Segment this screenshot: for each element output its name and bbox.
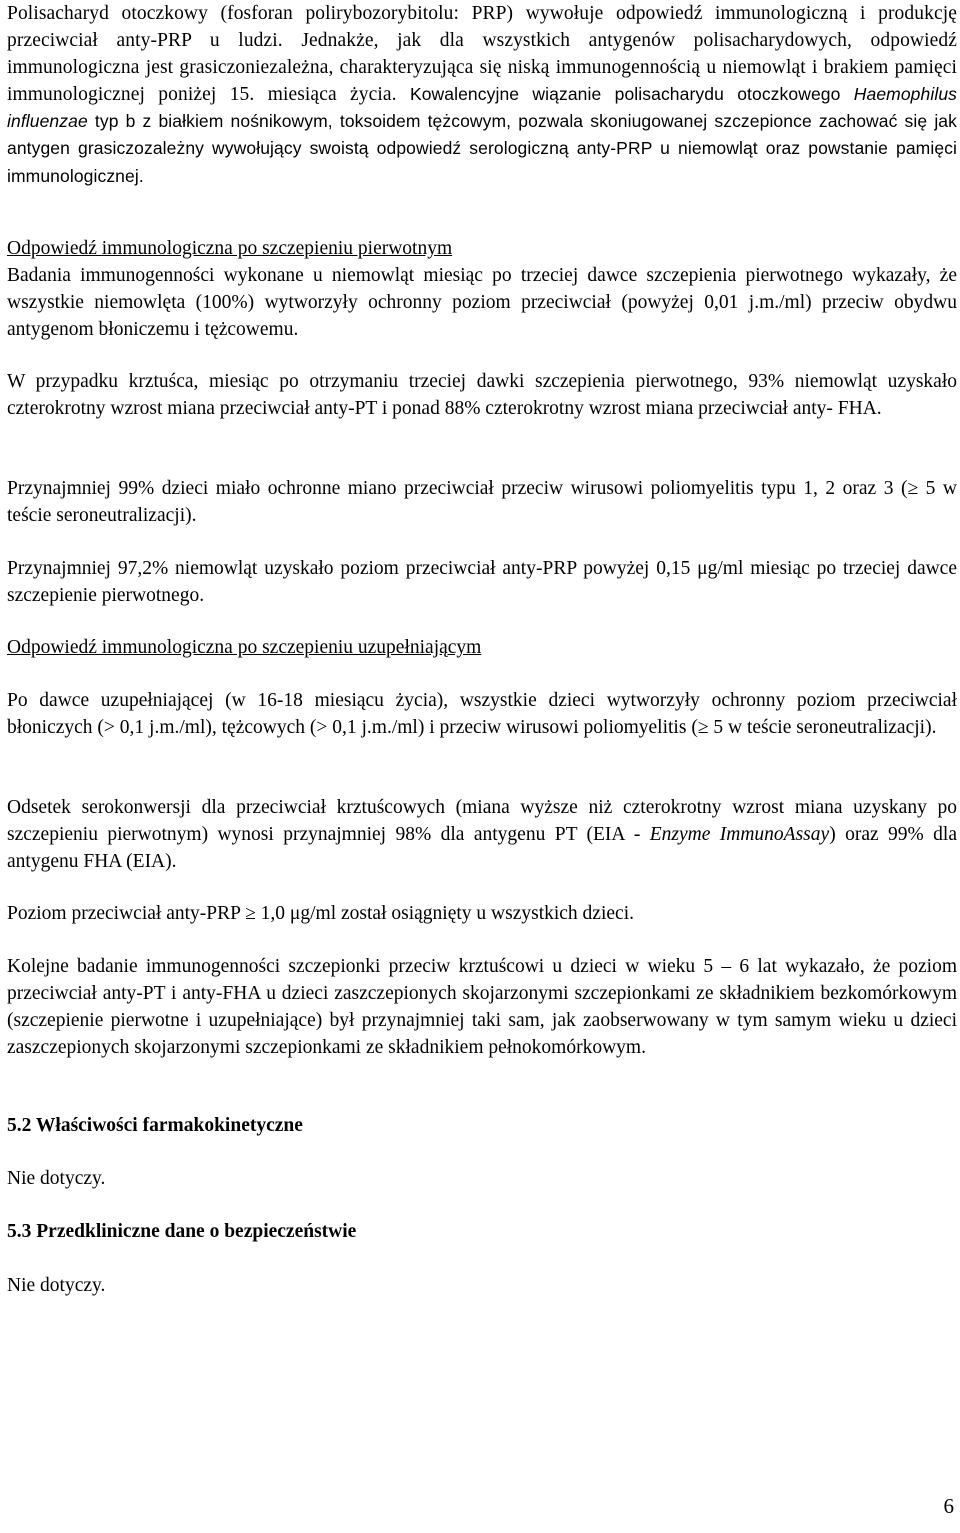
booster-p2-end: ) oraz 99% dla antygenu FHA (EIA). bbox=[7, 824, 957, 873]
page-number: 6 bbox=[943, 1494, 954, 1518]
intro-text-a: Polisacharyd otoczkowy (fosforan polirybozorybitolu: PRP) wywołuje odpowiedź immunologiczną i produkcję przeciwciał anty-PRP u ludzi. Jednakże, jak dla wszystkich antygenów polisacharydowych, odpowiedź immunologiczna jest grasiczoniezależna, charakteryzująca się niską immunogennością u niemowląt i brakiem pamięci immunologicznej poniżej 15. miesiąca życia. bbox=[7, 3, 957, 106]
booster-p2-start: Odsetek serokonwersji dla przeciwciał krztuścowych (miana wyższe niż czterokrotny wzrost miana uzyskany po szczepieniu pierwotnym) wynosi przynajmniej 98% dla antygenu PT (EIA - bbox=[7, 797, 957, 846]
intro-text-b-end: typ b z białkiem nośnikowym, toksoidem tężcowym, pozwala skoniugowanej szczepionce zachować się jak antygen grasiczozależny wywołujący swoistą odpowiedź serologiczną anty-PRP u niemowląt oraz powstanie pamięci immunologicznej. bbox=[7, 111, 957, 186]
booster-paragraph-2 bbox=[7, 794, 957, 875]
booster-heading: Odpowiedź immunologiczna po szczepieniu uzupełniającym bbox=[7, 637, 482, 658]
intro-paragraph bbox=[7, 0, 957, 190]
booster-paragraph-3: Poziom przeciwciał anty-PRP ≥ 1,0 μg/ml został osiągnięty u wszystkich dzieci. bbox=[7, 903, 634, 924]
section-5-2-heading: 5.2 Właściwości farmakokinetyczne bbox=[7, 1115, 303, 1136]
primary-paragraph-4: Przynajmniej 97,2% niemowląt uzyskało poziom przeciwciał anty-PRP powyżej 0,15 μg/ml miesiąc po trzeciej dawce szczepienie pierwotnego. bbox=[7, 558, 957, 607]
primary-paragraph-2: W przypadku krztuśca, miesiąc po otrzymaniu trzeciej dawki szczepienia pierwotnego, 93% niemowląt uzyskało czterokrotny wzrost miana przeciwciał anty-PT i ponad 88% czterokrotny wzrost miana przeciwciał anty- FHA. bbox=[7, 371, 957, 420]
section-5-3-heading: 5.3 Przedkliniczne dane o bezpieczeństwie bbox=[7, 1221, 357, 1242]
intro-text-b-italic: Haemophilus influenzae bbox=[7, 84, 958, 132]
intro-text-b-start: Kowalencyjne wiązanie polisacharydu otoczkowego bbox=[409, 84, 854, 105]
primary-paragraph-3: Przynajmniej 99% dzieci miało ochronne miano przeciwciał przeciw wirusowi poliomyelitis typu 1, 2 oraz 3 (≥ 5 w teście seroneutralizacji). bbox=[7, 478, 957, 527]
section-5-3-text: Nie dotyczy. bbox=[7, 1275, 106, 1296]
booster-paragraph-4: Kolejne badanie immunogenności szczepionki przeciw krztuścowi u dzieci w wieku 5 – 6 lat wykazało, że poziom przeciwciał anty-PT i anty-FHA u dzieci zaszczepionych skojarzonymi szczepionkami ze składnikiem bezkomórkowym (szczepienie pierwotne i uzupełniające) był przynajmniej taki sam, jak zaobserwowany w tym samym wieku u dzieci zaszczepionych skojarzonymi szczepionkami ze składnikiem pełnokomórkowym. bbox=[7, 956, 957, 1059]
booster-p2-italic: Enzyme ImmunoAssay bbox=[649, 824, 830, 846]
section-5-2-text: Nie dotyczy. bbox=[7, 1168, 106, 1189]
booster-paragraph-1: Po dawce uzupełniającej (w 16-18 miesiącu życia), wszystkie dzieci wytworzyły ochronny poziom przeciwciał błoniczych (> 0,1 j.m./ml), tężcowych (> 0,1 j.m./ml) i przeciw wirusowi poliomyelitis (≥ 5 w teście seroneutralizacji). bbox=[7, 690, 957, 739]
primary-heading: Odpowiedź immunologiczna po szczepieniu pierwotnym bbox=[7, 238, 453, 259]
primary-paragraph-1: Badania immunogenności wykonane u niemowląt miesiąc po trzeciej dawce szczepienia pierwotnego wykazały, że wszystkie niemowlęta (100%) wytworzyły ochronny poziom przeciwciał (powyżej 0,01 j.m./ml) przeciw obydwu antygenom błoniczemu i tężcowemu. bbox=[7, 265, 957, 341]
